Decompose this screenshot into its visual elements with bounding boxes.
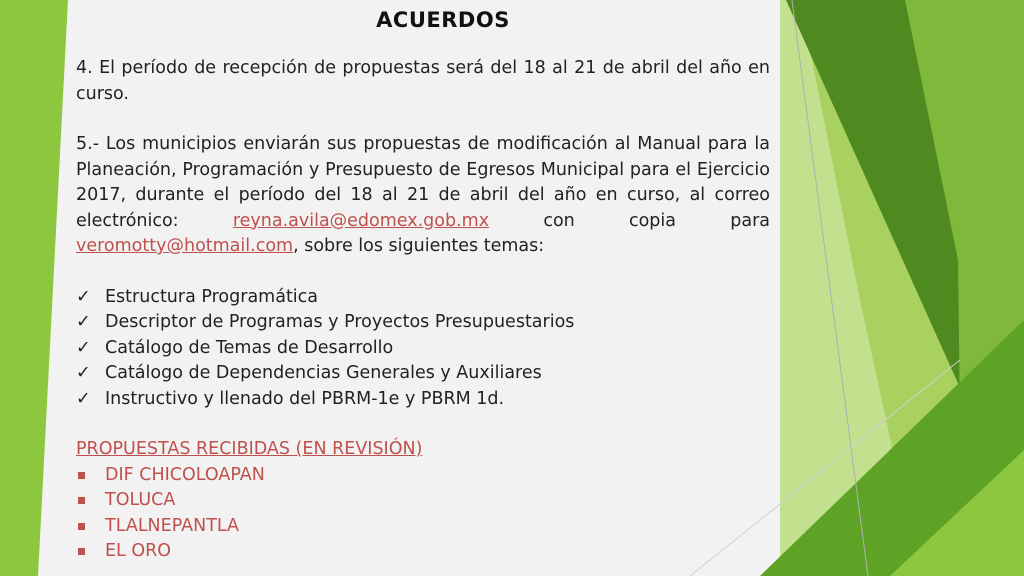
checkmark-icon: ✓ — [76, 363, 91, 383]
square-bullet-icon — [78, 497, 85, 504]
checkmark-icon: ✓ — [76, 312, 91, 332]
proposal-item-label: DIF CHICOLOAPAN — [105, 464, 265, 485]
paragraph-5-text-a: 5.- Los municipios enviarán sus propuestas de modificación al Manual para la Planeación, Programación y Presupuesto de Egresos Municipal para el Ejercicio 2017, durante el período del 18 al 21 de abril del año en curso, al correo electrónico: — [76, 134, 770, 231]
checklist-item — [76, 336, 770, 362]
slide-title: ACUERDOS — [376, 8, 510, 32]
paragraph-5-text-c: , sobre los siguientes temas: — [293, 236, 545, 256]
proposals-list — [76, 463, 770, 565]
checklist-item — [76, 285, 770, 311]
square-bullet-icon — [78, 548, 85, 555]
paragraph-5-text-b: con copia para — [489, 210, 770, 231]
checklist-item — [76, 361, 770, 387]
proposal-item-label: EL ORO — [105, 541, 172, 561]
checkmark-icon: ✓ — [76, 286, 91, 307]
email-link-veromotty[interactable]: veromotty@hotmail.com — [76, 236, 294, 256]
proposal-item — [76, 539, 770, 565]
paragraph-item-5 — [76, 132, 770, 260]
square-bullet-icon — [78, 472, 85, 479]
proposals-heading: PROPUESTAS RECIBIDAS (EN REVISIÓN) — [76, 439, 423, 459]
checkmark-icon: ✓ — [76, 337, 91, 358]
proposal-item-label: TOLUCA — [105, 490, 176, 510]
slide-body — [76, 56, 770, 565]
checklist-item-label: Catálogo de Temas de Desarrollo — [105, 337, 394, 358]
checklist-item — [76, 310, 770, 336]
checklist-item-label: Descriptor de Programas y Proyectos Presupuestarios — [105, 312, 575, 332]
proposal-item-label: TLALNEPANTLA — [105, 515, 240, 536]
proposal-item — [76, 514, 770, 540]
topics-checklist — [76, 285, 770, 413]
email-link-reyna[interactable]: reyna.avila@edomex.gob.mx — [232, 210, 490, 231]
checklist-item-label: Instructivo y llenado del PBRM-1e y PBRM 1d. — [105, 388, 505, 409]
checkmark-icon: ✓ — [76, 388, 91, 409]
proposal-item — [76, 488, 770, 514]
checklist-item-label: Catálogo de Dependencias Generales y Auxiliares — [105, 363, 542, 383]
proposal-item — [76, 463, 770, 489]
checklist-item-label: Estructura Programática — [105, 286, 319, 307]
paragraph-item-4: 4. El período de recepción de propuestas será del 18 al 21 de abril del año en curso. — [76, 58, 770, 104]
checklist-item — [76, 387, 770, 413]
proposals-section — [76, 437, 770, 565]
square-bullet-icon — [78, 523, 85, 530]
